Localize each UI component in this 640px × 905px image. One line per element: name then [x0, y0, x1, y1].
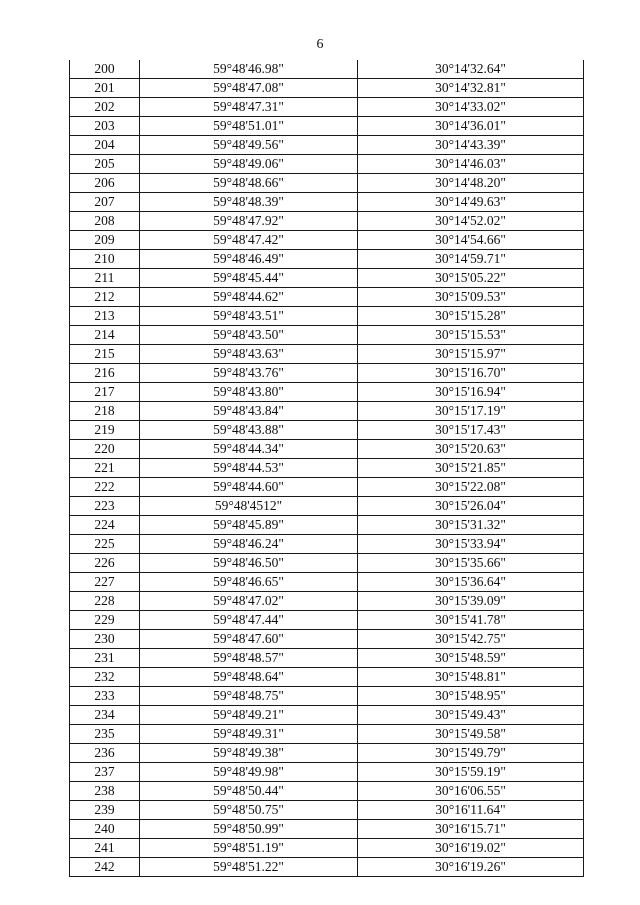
table-row [70, 516, 584, 535]
table-row [70, 364, 584, 383]
table-row [70, 383, 584, 402]
latitude-cell: 59°48'48.75" [140, 687, 358, 706]
latitude-cell: 59°48'49.21" [140, 706, 358, 725]
table-row [70, 155, 584, 174]
latitude-cell: 59°48'50.75" [140, 801, 358, 820]
table-row [70, 60, 584, 79]
latitude-cell: 59°48'49.31" [140, 725, 358, 744]
point-number-cell: 220 [70, 440, 140, 459]
longitude-cell: 30°15'49.79" [358, 744, 584, 763]
point-number-cell: 209 [70, 231, 140, 250]
latitude-cell: 59°48'43.50" [140, 326, 358, 345]
point-number-cell: 238 [70, 782, 140, 801]
table-row [70, 421, 584, 440]
latitude-cell: 59°48'46.98" [140, 60, 358, 79]
longitude-cell: 30°15'17.19" [358, 402, 584, 421]
point-number-cell: 234 [70, 706, 140, 725]
table-row [70, 611, 584, 630]
latitude-cell: 59°48'4512" [140, 497, 358, 516]
table-row [70, 687, 584, 706]
table-row [70, 345, 584, 364]
latitude-cell: 59°48'43.51" [140, 307, 358, 326]
point-number-cell: 203 [70, 117, 140, 136]
table-row [70, 592, 584, 611]
table-row [70, 307, 584, 326]
longitude-cell: 30°15'48.95" [358, 687, 584, 706]
point-number-cell: 211 [70, 269, 140, 288]
point-number-cell: 242 [70, 858, 140, 877]
point-number-cell: 204 [70, 136, 140, 155]
table-row [70, 402, 584, 421]
table-row [70, 782, 584, 801]
point-number-cell: 205 [70, 155, 140, 174]
longitude-cell: 30°16'19.26" [358, 858, 584, 877]
longitude-cell: 30°15'35.66" [358, 554, 584, 573]
latitude-cell: 59°48'49.06" [140, 155, 358, 174]
page-number: 6 [316, 37, 324, 52]
longitude-cell: 30°15'59.19" [358, 763, 584, 782]
latitude-cell: 59°48'45.89" [140, 516, 358, 535]
point-number-cell: 232 [70, 668, 140, 687]
latitude-cell: 59°48'48.66" [140, 174, 358, 193]
table-row [70, 725, 584, 744]
latitude-cell: 59°48'44.60" [140, 478, 358, 497]
longitude-cell: 30°15'09.53" [358, 288, 584, 307]
latitude-cell: 59°48'47.08" [140, 79, 358, 98]
longitude-cell: 30°16'11.64" [358, 801, 584, 820]
latitude-cell: 59°48'49.38" [140, 744, 358, 763]
table-row [70, 231, 584, 250]
longitude-cell: 30°15'39.09" [358, 592, 584, 611]
longitude-cell: 30°15'49.58" [358, 725, 584, 744]
point-number-cell: 241 [70, 839, 140, 858]
point-number-cell: 222 [70, 478, 140, 497]
latitude-cell: 59°48'48.39" [140, 193, 358, 212]
latitude-cell: 59°48'51.22" [140, 858, 358, 877]
table-row [70, 706, 584, 725]
longitude-cell: 30°14'33.02" [358, 98, 584, 117]
latitude-cell: 59°48'44.34" [140, 440, 358, 459]
table-row [70, 288, 584, 307]
point-number-cell: 213 [70, 307, 140, 326]
longitude-cell: 30°15'22.08" [358, 478, 584, 497]
longitude-cell: 30°15'48.81" [358, 668, 584, 687]
point-number-cell: 228 [70, 592, 140, 611]
latitude-cell: 59°48'51.19" [140, 839, 358, 858]
coordinates-table [69, 60, 584, 877]
point-number-cell: 200 [70, 60, 140, 79]
latitude-cell: 59°48'47.92" [140, 212, 358, 231]
longitude-cell: 30°14'49.63" [358, 193, 584, 212]
latitude-cell: 59°48'47.42" [140, 231, 358, 250]
point-number-cell: 226 [70, 554, 140, 573]
longitude-cell: 30°15'15.53" [358, 326, 584, 345]
latitude-cell: 59°48'46.49" [140, 250, 358, 269]
table-row [70, 212, 584, 231]
latitude-cell: 59°48'43.84" [140, 402, 358, 421]
longitude-cell: 30°15'15.97" [358, 345, 584, 364]
point-number-cell: 208 [70, 212, 140, 231]
table-row [70, 649, 584, 668]
longitude-cell: 30°15'21.85" [358, 459, 584, 478]
longitude-cell: 30°15'31.32" [358, 516, 584, 535]
table-row [70, 478, 584, 497]
point-number-cell: 239 [70, 801, 140, 820]
longitude-cell: 30°14'54.66" [358, 231, 584, 250]
latitude-cell: 59°48'49.98" [140, 763, 358, 782]
longitude-cell: 30°15'48.59" [358, 649, 584, 668]
point-number-cell: 202 [70, 98, 140, 117]
longitude-cell: 30°15'17.43" [358, 421, 584, 440]
table-row [70, 174, 584, 193]
latitude-cell: 59°48'45.44" [140, 269, 358, 288]
point-number-cell: 215 [70, 345, 140, 364]
table-row [70, 535, 584, 554]
table-row [70, 326, 584, 345]
latitude-cell: 59°48'47.31" [140, 98, 358, 117]
table-row [70, 801, 584, 820]
longitude-cell: 30°15'41.78" [358, 611, 584, 630]
latitude-cell: 59°48'48.64" [140, 668, 358, 687]
longitude-cell: 30°15'42.75" [358, 630, 584, 649]
table-row [70, 630, 584, 649]
latitude-cell: 59°48'47.02" [140, 592, 358, 611]
table-row [70, 193, 584, 212]
point-number-cell: 216 [70, 364, 140, 383]
table-row [70, 820, 584, 839]
point-number-cell: 231 [70, 649, 140, 668]
table-row [70, 459, 584, 478]
latitude-cell: 59°48'50.44" [140, 782, 358, 801]
longitude-cell: 30°15'20.63" [358, 440, 584, 459]
table-row [70, 98, 584, 117]
latitude-cell: 59°48'44.62" [140, 288, 358, 307]
latitude-cell: 59°48'46.65" [140, 573, 358, 592]
table-row [70, 554, 584, 573]
longitude-cell: 30°14'43.39" [358, 136, 584, 155]
point-number-cell: 236 [70, 744, 140, 763]
latitude-cell: 59°48'47.44" [140, 611, 358, 630]
longitude-cell: 30°14'46.03" [358, 155, 584, 174]
table-row [70, 79, 584, 98]
table-row [70, 744, 584, 763]
longitude-cell: 30°15'05.22" [358, 269, 584, 288]
latitude-cell: 59°48'51.01" [140, 117, 358, 136]
point-number-cell: 219 [70, 421, 140, 440]
point-number-cell: 235 [70, 725, 140, 744]
table-row [70, 573, 584, 592]
point-number-cell: 212 [70, 288, 140, 307]
table-row [70, 763, 584, 782]
latitude-cell: 59°48'43.76" [140, 364, 358, 383]
longitude-cell: 30°15'49.43" [358, 706, 584, 725]
point-number-cell: 223 [70, 497, 140, 516]
point-number-cell: 214 [70, 326, 140, 345]
table-row [70, 269, 584, 288]
point-number-cell: 224 [70, 516, 140, 535]
longitude-cell: 30°15'26.04" [358, 497, 584, 516]
table-row [70, 668, 584, 687]
longitude-cell: 30°16'15.71" [358, 820, 584, 839]
latitude-cell: 59°48'43.80" [140, 383, 358, 402]
point-number-cell: 218 [70, 402, 140, 421]
longitude-cell: 30°15'16.94" [358, 383, 584, 402]
latitude-cell: 59°48'43.63" [140, 345, 358, 364]
latitude-cell: 59°48'49.56" [140, 136, 358, 155]
point-number-cell: 240 [70, 820, 140, 839]
longitude-cell: 30°14'32.81" [358, 79, 584, 98]
point-number-cell: 201 [70, 79, 140, 98]
latitude-cell: 59°48'48.57" [140, 649, 358, 668]
longitude-cell: 30°16'19.02" [358, 839, 584, 858]
latitude-cell: 59°48'50.99" [140, 820, 358, 839]
longitude-cell: 30°15'36.64" [358, 573, 584, 592]
table-row [70, 440, 584, 459]
coordinates-table-body [70, 60, 584, 877]
table-row [70, 117, 584, 136]
longitude-cell: 30°16'06.55" [358, 782, 584, 801]
longitude-cell: 30°14'36.01" [358, 117, 584, 136]
point-number-cell: 210 [70, 250, 140, 269]
point-number-cell: 221 [70, 459, 140, 478]
table-row [70, 136, 584, 155]
latitude-cell: 59°48'46.50" [140, 554, 358, 573]
point-number-cell: 230 [70, 630, 140, 649]
table-row [70, 839, 584, 858]
longitude-cell: 30°15'16.70" [358, 364, 584, 383]
latitude-cell: 59°48'43.88" [140, 421, 358, 440]
table-row [70, 858, 584, 877]
point-number-cell: 217 [70, 383, 140, 402]
latitude-cell: 59°48'47.60" [140, 630, 358, 649]
latitude-cell: 59°48'44.53" [140, 459, 358, 478]
table-row [70, 250, 584, 269]
point-number-cell: 227 [70, 573, 140, 592]
point-number-cell: 229 [70, 611, 140, 630]
longitude-cell: 30°14'32.64" [358, 60, 584, 79]
longitude-cell: 30°14'59.71" [358, 250, 584, 269]
longitude-cell: 30°15'33.94" [358, 535, 584, 554]
point-number-cell: 237 [70, 763, 140, 782]
latitude-cell: 59°48'46.24" [140, 535, 358, 554]
longitude-cell: 30°14'52.02" [358, 212, 584, 231]
table-row [70, 497, 584, 516]
point-number-cell: 233 [70, 687, 140, 706]
longitude-cell: 30°15'15.28" [358, 307, 584, 326]
point-number-cell: 207 [70, 193, 140, 212]
point-number-cell: 225 [70, 535, 140, 554]
longitude-cell: 30°14'48.20" [358, 174, 584, 193]
point-number-cell: 206 [70, 174, 140, 193]
